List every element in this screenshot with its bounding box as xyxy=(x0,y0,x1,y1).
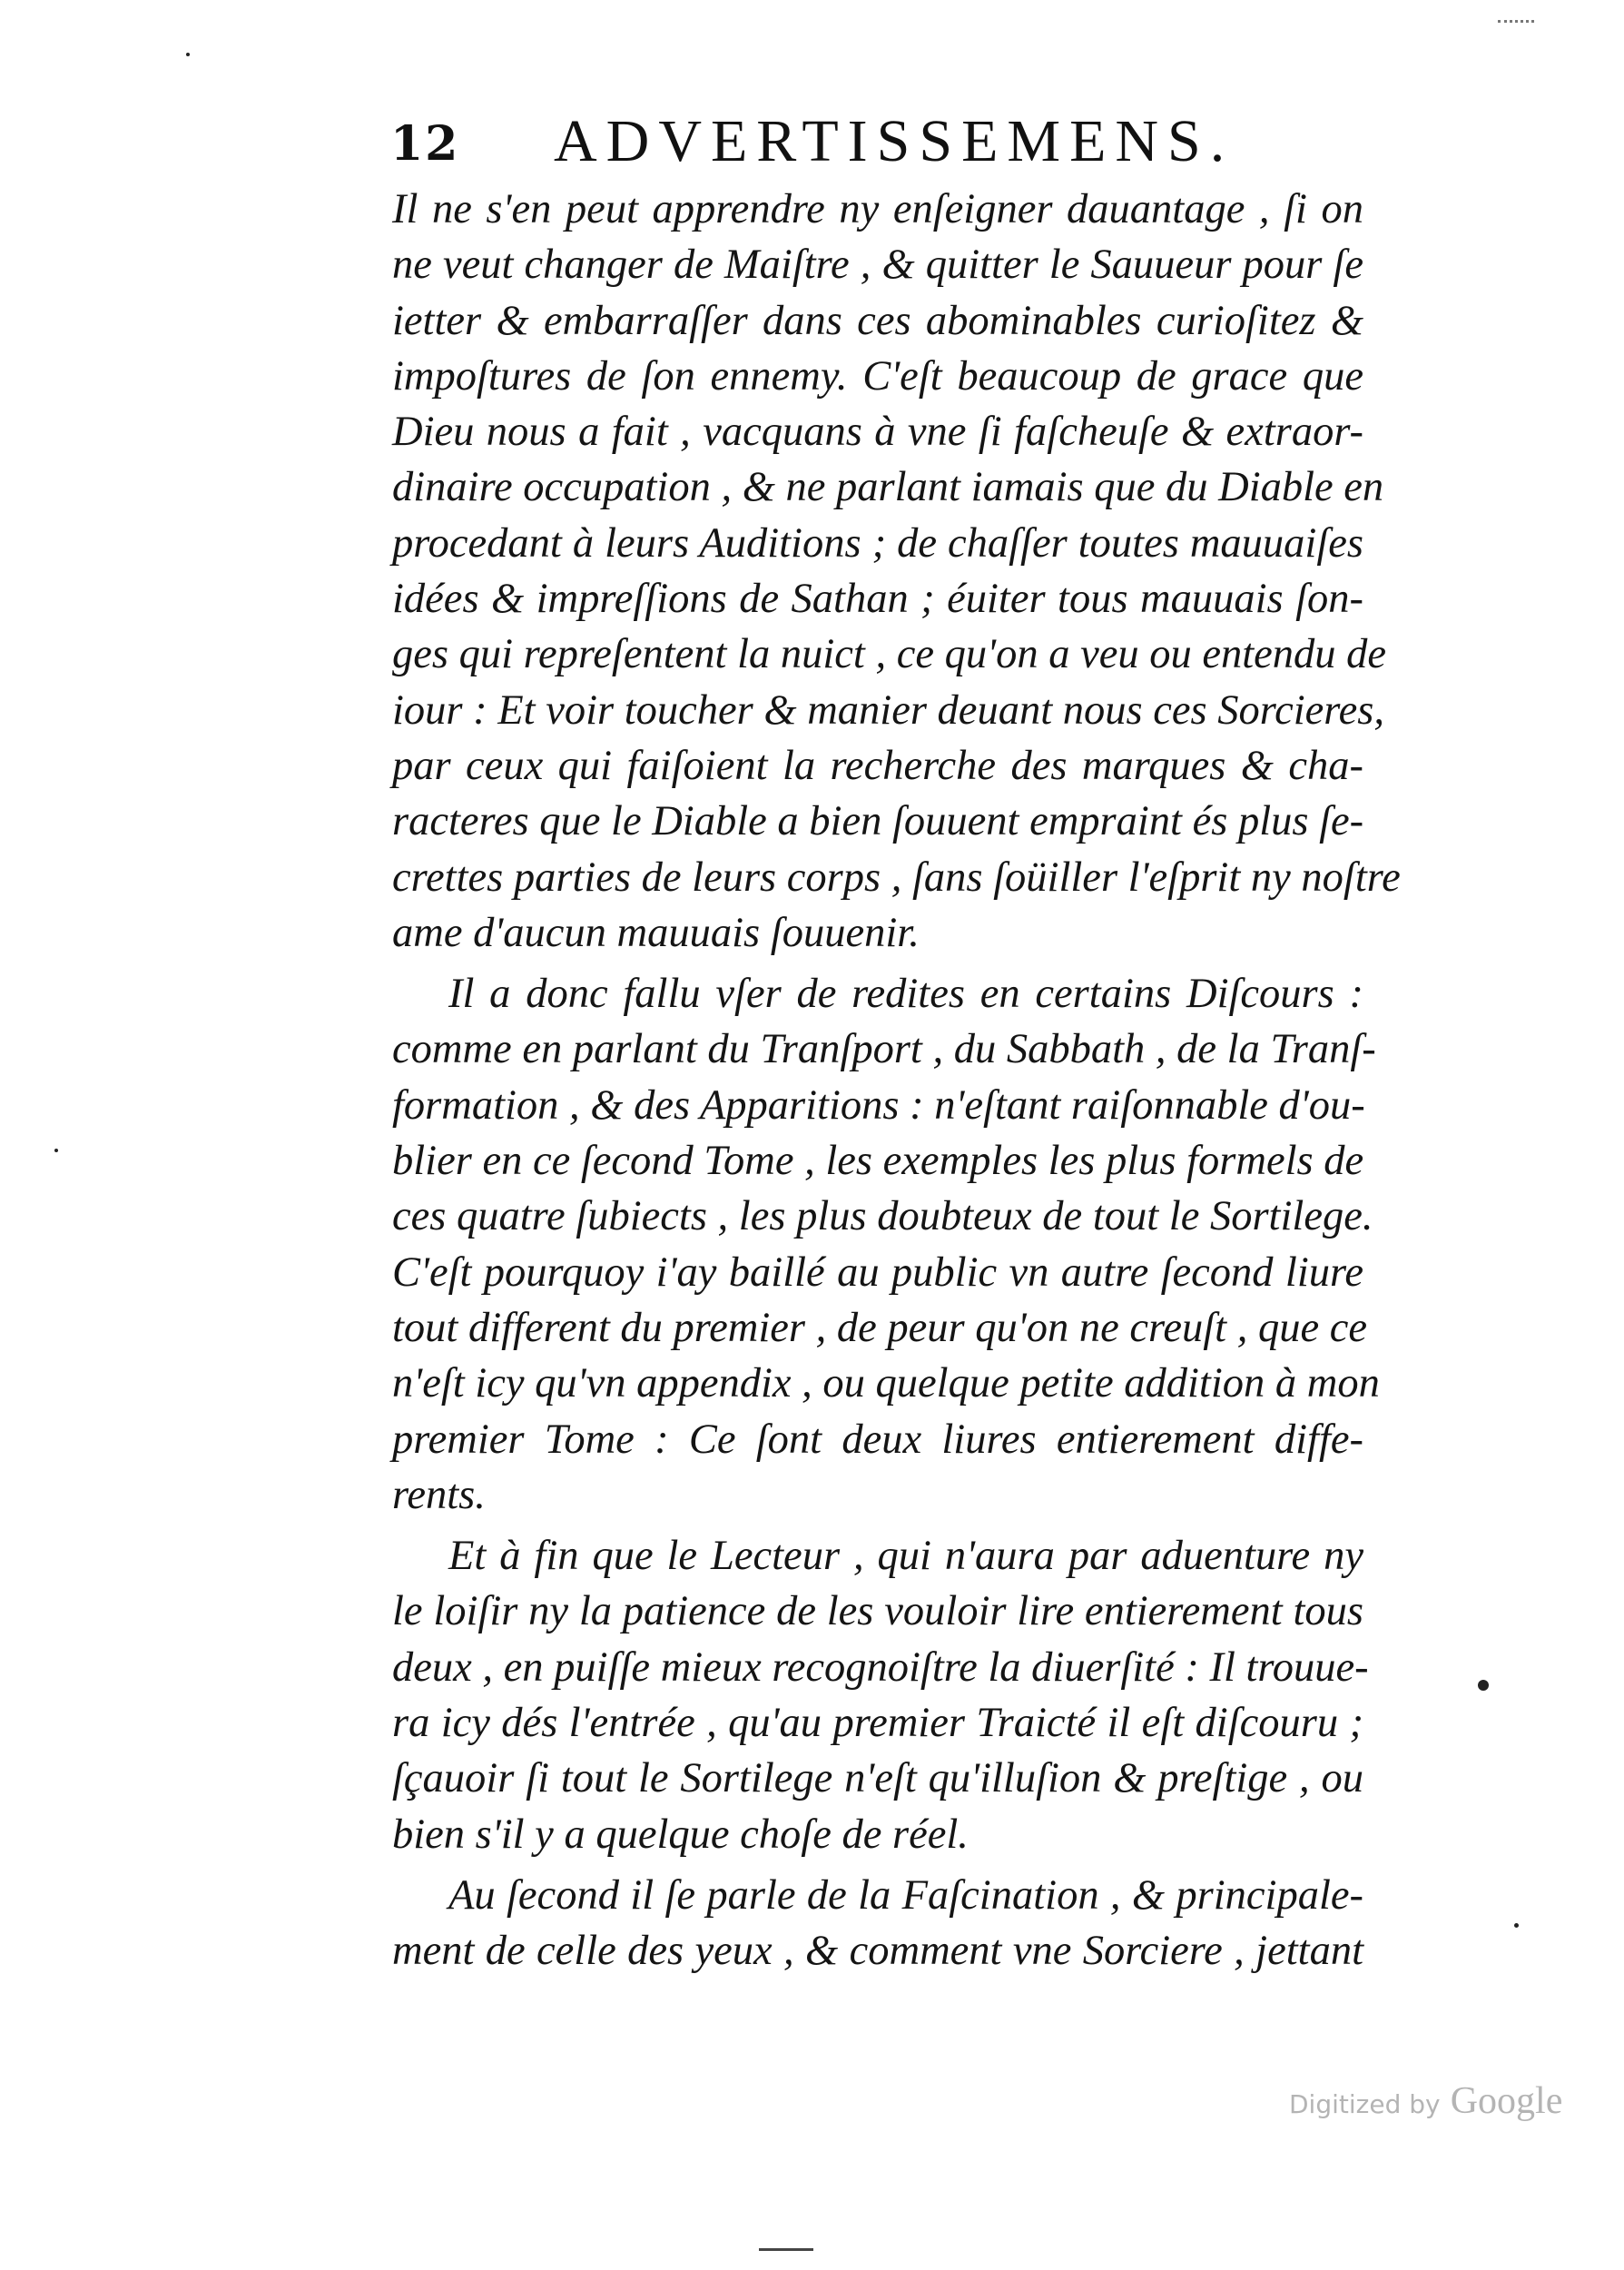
ink-speck xyxy=(54,1149,58,1152)
text-line: crettes parties de leurs corps , ſans ſoüiller l'eſprit ny noſtre xyxy=(392,854,1401,901)
corner-ink-mark xyxy=(1498,20,1534,39)
body-text xyxy=(392,182,1401,1979)
paragraph-start-line: Au ſecond il ſe parle de la Faſcination , & principale- xyxy=(448,1871,1363,1919)
ink-speck xyxy=(1478,1680,1489,1691)
text-line: blier en ce ſecond Tome , les exemples les plus formels de xyxy=(392,1138,1364,1185)
ink-speck xyxy=(186,53,190,56)
text-line: impoſtures de ſon ennemy. C'eſt beaucoup de grace que xyxy=(392,352,1363,400)
paragraph-start-line: Et à fin que le Lecteur , qui n'aura par aduenture ny xyxy=(448,1533,1363,1580)
text-line: dinaire occupation , & ne parlant iamais que du Diable en xyxy=(392,464,1384,511)
text-line: comme en parlant du Tranſport , du Sabbath , de la Tranſ- xyxy=(392,1026,1376,1073)
bottom-ink-mark xyxy=(759,2248,813,2251)
text-line: ra icy dés l'entrée , qu'au premier Traicté il eſt diſcouru ; xyxy=(392,1700,1363,1747)
text-line: ges qui repreſentent la nuict , ce qu'on a veu ou entendu de xyxy=(392,631,1387,678)
text-line: formation , & des Apparitions : n'eſtant raiſonnable d'ou- xyxy=(392,1081,1365,1129)
text-line: racteres que le Diable a bien ſouuent empraint és plus ſe- xyxy=(392,798,1364,845)
text-line: tout different du premier , de peur qu'on ne creuſt , que ce xyxy=(392,1304,1368,1351)
text-line: procedant à leurs Auditions ; de chaſſer toutes mauuaiſes xyxy=(392,519,1363,567)
page-number: 12 xyxy=(390,116,460,172)
text-line: iour : Et voir toucher & manier deuant nous ces Sorcieres, xyxy=(392,686,1384,734)
text-line: rents. xyxy=(392,1471,486,1518)
text-line: ces quatre ſubiects , les plus doubteux de tout le Sortilege. xyxy=(392,1193,1373,1240)
running-title: ADVERTISSEMENS. xyxy=(554,108,1235,174)
text-line: ne veut changer de Maiſtre , & quitter le Sauueur pour ſe xyxy=(392,242,1363,289)
watermark-brand: Google xyxy=(1450,2080,1563,2122)
text-line: bien s'il y a quelque choſe de réel. xyxy=(392,1811,969,1858)
ink-speck xyxy=(1514,1923,1519,1928)
text-line: ſçauoir ſi tout le Sortilege n'eſt qu'illuſion & preſtige , ou xyxy=(392,1755,1363,1802)
text-line: deux , en puiſſe mieux recognoiſtre la diuerſité : Il trouue- xyxy=(392,1643,1369,1691)
digitized-watermark xyxy=(1289,2079,1562,2123)
text-line: ietter & embarraſſer dans ces abominables curioſitez & xyxy=(392,297,1363,344)
text-line: ame d'aucun mauuais ſouuenir. xyxy=(392,909,920,956)
text-line: Dieu nous a fait , vacquans à vne ſi faſcheuſe & extraor- xyxy=(392,409,1363,456)
text-line: idées & impreſſions de Sathan ; éuiter tous mauuais ſon- xyxy=(392,576,1363,623)
text-line: Il ne s'en peut apprendre ny enſeigner dauantage , ſi on xyxy=(392,186,1363,232)
text-line: ment de celle des yeux , & comment vne Sorciere , jettant xyxy=(392,1928,1363,1975)
text-line: n'eſt icy qu'vn appendix , ou quelque petite addition à mon xyxy=(392,1360,1380,1407)
text-line: premier Tome : Ce ſont deux liures entierement diffe- xyxy=(392,1416,1363,1463)
running-head xyxy=(390,107,1235,180)
text-line: par ceux qui faiſoient la recherche des marques & cha- xyxy=(392,742,1363,789)
paragraph-start-line: Il a donc fallu vſer de redites en certains Diſcours : xyxy=(448,971,1363,1018)
text-line: C'eſt pourquoy i'ay baillé au public vn autre ſecond liure xyxy=(392,1248,1363,1296)
watermark-prefix: Digitized by xyxy=(1289,2089,1441,2119)
text-line: le loiſir ny la patience de les vouloir lire entierement tous xyxy=(392,1588,1363,1635)
